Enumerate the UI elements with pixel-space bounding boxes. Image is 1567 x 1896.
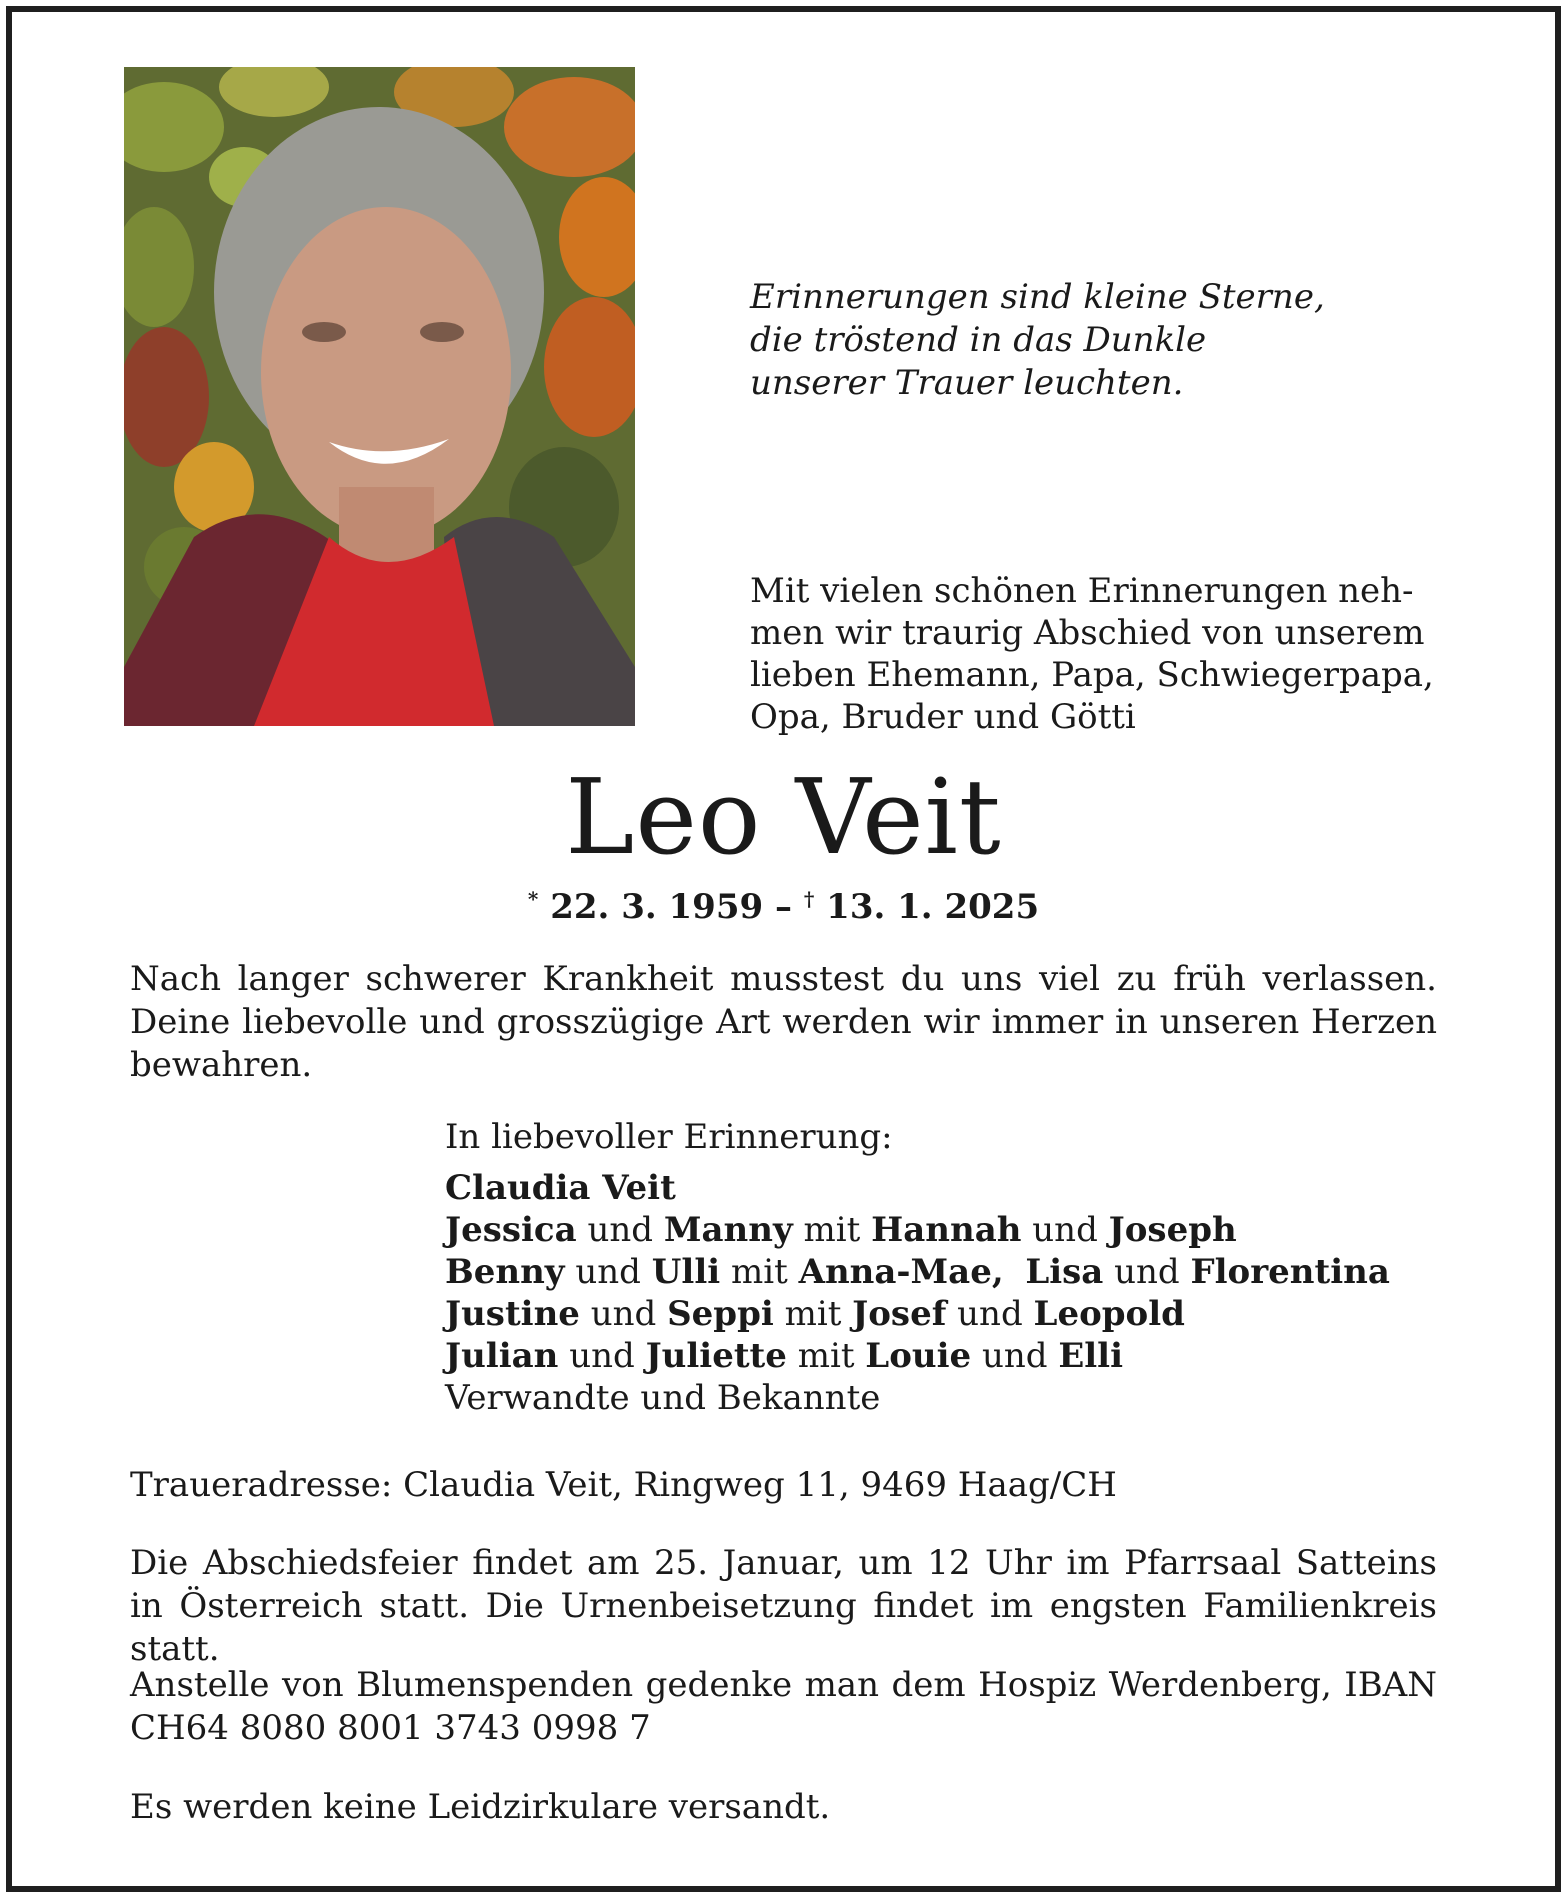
death-symbol: † <box>803 887 815 911</box>
family-member-name: Claudia Veit <box>445 1168 676 1208</box>
farewell-intro <box>750 570 1434 738</box>
memorial-quote <box>750 276 1325 405</box>
family-member-name: Benny <box>445 1252 565 1292</box>
closing-note: Es werden keine Leidzirkulare versandt. <box>130 1787 831 1827</box>
family-member-name: Seppi <box>667 1294 774 1334</box>
quote-line: die tröstend in das Dunkle <box>750 320 1207 360</box>
family-member-name: Josef <box>852 1294 947 1334</box>
birth-date: 22. 3. 1959 <box>550 887 764 927</box>
family-member-name: Anna-Mae, <box>798 1252 1004 1292</box>
family-connector: mit <box>786 1336 866 1376</box>
family-connector: und <box>558 1336 646 1376</box>
family-member-name: Hannah <box>871 1210 1022 1250</box>
family-lines <box>445 1167 1390 1419</box>
quote-line: unserer Trauer leuchten. <box>750 363 1184 403</box>
family-connector: mit <box>792 1210 872 1250</box>
ceremony-info: Die Abschiedsfeier findet am 25. Januar, um 12 Uhr im Pfarrsaal Satteins in Österreich statt. Die Urnenbeisetzung findet im engsten Familienkreis statt. <box>130 1543 1437 1669</box>
family-connector: und <box>946 1294 1034 1334</box>
family-connector: und <box>971 1336 1059 1376</box>
family-member-name: Leopold <box>1033 1294 1185 1334</box>
family-intro: In liebevoller Erinnerung: <box>445 1117 893 1157</box>
family-line <box>445 1377 1390 1419</box>
deceased-name: Leo Veit <box>565 756 1002 878</box>
intro-line: lieben Ehemann, Papa, Schwiegerpapa, <box>750 655 1434 695</box>
family-line <box>445 1293 1390 1335</box>
family-connector: und <box>579 1294 668 1334</box>
family-member-name: Juliette <box>645 1336 787 1376</box>
family-line <box>445 1251 1390 1293</box>
birth-symbol: * <box>527 887 539 911</box>
family-connector: Verwandte und Bekannte <box>445 1378 881 1418</box>
family-line <box>445 1209 1390 1251</box>
intro-line: Mit vielen schönen Erinnerungen neh- <box>750 571 1414 611</box>
intro-line: men wir traurig Abschied von unserem <box>750 613 1425 653</box>
family-member-name: Ulli <box>651 1252 721 1292</box>
family-member-name: Lisa <box>1025 1252 1104 1292</box>
donation-iban: CH64 8080 8001 3743 0998 7 <box>130 1708 651 1748</box>
quote-line: Erinnerungen sind kleine Sterne, <box>750 277 1325 317</box>
family-connector: und <box>1103 1252 1191 1292</box>
donation-info <box>130 1664 1437 1750</box>
family-connector: mit <box>720 1252 799 1292</box>
mourning-address: Traueradresse: Claudia Veit, Ringweg 11, 9469 Haag/CH <box>130 1465 1117 1505</box>
family-member-name: Florentina <box>1190 1252 1390 1292</box>
family-connector: und <box>1021 1210 1109 1250</box>
family-line <box>445 1167 1390 1209</box>
family-connector: mit <box>773 1294 853 1334</box>
intro-line: Opa, Bruder und Götti <box>750 697 1136 737</box>
family-list <box>445 1116 1390 1419</box>
family-member-name: Louie <box>865 1336 972 1376</box>
family-member-name: Joseph <box>1108 1210 1237 1250</box>
family-member-name: Justine <box>445 1294 580 1334</box>
life-dates <box>0 878 1567 928</box>
death-date: 13. 1. 2025 <box>826 887 1040 927</box>
family-connector <box>1004 1252 1026 1292</box>
memorial-message: Nach langer schwerer Krankheit musstest du uns viel zu früh verlassen. Deine liebevolle und grosszügige Art werden wir immer in unseren Herzen bewahren. <box>130 959 1437 1085</box>
family-connector: und <box>576 1210 664 1250</box>
family-member-name: Julian <box>445 1336 559 1376</box>
family-line <box>445 1335 1390 1377</box>
family-connector: und <box>564 1252 652 1292</box>
family-member-name: Jessica <box>445 1210 577 1250</box>
donation-line: Anstelle von Blumenspenden gedenke man dem Hospiz Werdenberg, IBAN <box>130 1665 1437 1705</box>
family-member-name: Elli <box>1058 1336 1124 1376</box>
family-member-name: Manny <box>663 1210 793 1250</box>
portrait-photo <box>124 67 635 726</box>
date-separator: – <box>763 887 804 927</box>
